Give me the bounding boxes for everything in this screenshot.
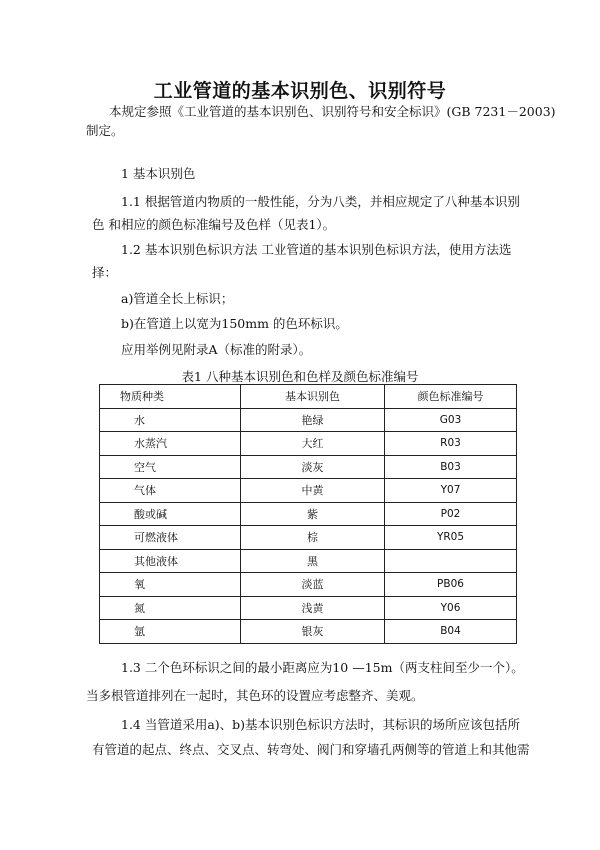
table-row (100, 479, 517, 503)
substance-cell: 空气 (100, 455, 241, 479)
paragraph-1-3-line-2: 当多根管道排列在一起时，其色环的设置应考虑整齐、美观。 (86, 688, 424, 703)
color-cell: 艳绿 (241, 408, 385, 432)
intro-line-2: 制定。 (86, 123, 124, 138)
list-item-b: b)在管道上以宽为150mm 的色环标识。 (121, 316, 348, 331)
appendix-note: 应用举例见附录A（标准的附录）。 (121, 342, 312, 357)
substance-cell: 水蒸汽 (100, 432, 241, 456)
table-row (100, 432, 517, 456)
color-cell: 浅黄 (241, 596, 385, 620)
column-header-color: 基本识别色 (241, 385, 385, 409)
substance-cell: 其他液体 (100, 549, 241, 573)
table-header-row (100, 385, 517, 409)
table-caption: 表1 八种基本识别色和色样及颜色标准编号 (181, 369, 419, 384)
table-row (100, 526, 517, 550)
code-cell: Y07 (385, 479, 517, 503)
color-cell: 大红 (241, 432, 385, 456)
paragraph-1-1-line-1: 1.1 根据管道内物质的一般性能，分为八类，并相应规定了八种基本识别 (121, 194, 520, 209)
color-cell: 淡蓝 (241, 573, 385, 597)
table-row (100, 408, 517, 432)
table-row (100, 502, 517, 526)
color-cell: 黑 (241, 549, 385, 573)
list-item-a: a)管道全长上标识； (121, 291, 234, 306)
color-standard-table (99, 384, 517, 644)
color-cell: 淡灰 (241, 455, 385, 479)
table-row (100, 573, 517, 597)
substance-cell: 氩 (100, 620, 241, 644)
color-cell: 银灰 (241, 620, 385, 644)
substance-cell: 水 (100, 408, 241, 432)
table-row (100, 596, 517, 620)
code-cell: G03 (385, 408, 517, 432)
code-cell: B03 (385, 455, 517, 479)
substance-cell: 氧 (100, 573, 241, 597)
code-cell: B04 (385, 620, 517, 644)
table-row (100, 549, 517, 573)
paragraph-1-3-line-1: 1.3 二个色环标识之间的最小距离应为10 —15m（两支柱间至少一个）。 (121, 660, 524, 675)
paragraph-1-2-line-2: 择： (92, 265, 118, 280)
paragraph-1-2-line-1: 1.2 基本识别色标识方法 工业管道的基本识别色标识方法，使用方法选 (121, 242, 512, 257)
color-cell: 棕 (241, 526, 385, 550)
substance-cell: 可燃液体 (100, 526, 241, 550)
code-cell: PB06 (385, 573, 517, 597)
substance-cell: 氮 (100, 596, 241, 620)
code-cell: R03 (385, 432, 517, 456)
intro-line-1: 本规定参照《工业管道的基本识别色、识别符号和安全标识》(GB 7231－2003) (109, 104, 556, 119)
paragraph-1-4-line-1: 1.4 当管道采用a)、b)基本识别色标识方法时，其标识的场所应该包括所 (121, 717, 521, 732)
code-cell: Y06 (385, 596, 517, 620)
code-cell: YR05 (385, 526, 517, 550)
column-header-substance: 物质种类 (100, 385, 241, 409)
table-row (100, 620, 517, 644)
substance-cell: 酸或碱 (100, 502, 241, 526)
section-1-heading: 1 基本识别色 (121, 166, 196, 181)
column-header-code: 颜色标准编号 (385, 385, 517, 409)
paragraph-1-1-line-2: 色 和相应的颜色标准编号及色样（见表1）。 (92, 217, 336, 232)
code-cell: P02 (385, 502, 517, 526)
document-title: 工业管道的基本识别色、识别符号 (153, 80, 447, 102)
color-cell: 中黄 (241, 479, 385, 503)
substance-cell: 气体 (100, 479, 241, 503)
code-cell (385, 549, 517, 573)
paragraph-1-4-line-2: 有管道的起点、终点、交叉点、转弯处、阀门和穿墙孔两侧等的管道上和其他需 (92, 742, 530, 757)
color-cell: 紫 (241, 502, 385, 526)
table-row (100, 455, 517, 479)
